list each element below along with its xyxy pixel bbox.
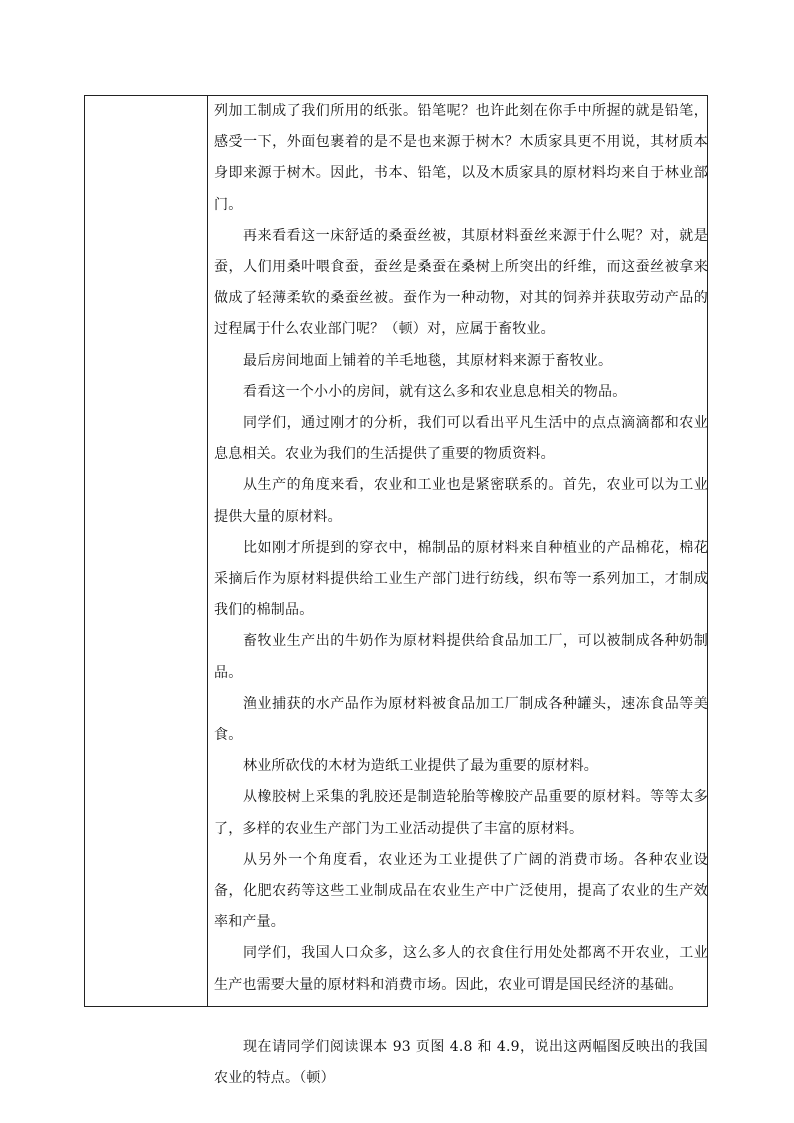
lesson-content-cell: [208, 96, 708, 1094]
paragraph-4: 看看这一个小小的房间，就有这么多和农业息息相关的物品。: [243, 383, 627, 400]
paragraph-13: 同学们，我国人口众多，这么多人的衣食住行用处处都离不开农业，工业生产也需要大量的原材料和消费市场。因此，农业可谓是国民经济的基础。: [214, 945, 708, 993]
lesson-table: [84, 95, 708, 1087]
paragraph-11: 从橡胶树上采集的乳胶还是制造轮胎等橡胶产品重要的原材料。等等太多了，多样的农业生产部门为工业活动提供了丰富的原材料。: [214, 789, 708, 837]
paragraph-12: 从另外一个角度看，农业还为工业提供了广阔的消费市场。各种农业设备，化肥农药等这些工业制成品在农业生产中广泛使用，提高了农业的生产效率和产量。: [214, 851, 708, 931]
paragraph-8: 畜牧业生产出的牛奶作为原材料提供给食品加工厂，可以被制成各种奶制品。: [214, 633, 708, 681]
paragraph-5: 同学们，通过刚才的分析，我们可以看出平凡生活中的点点滴滴都和农业息息相关。农业为我们的生活提供了重要的物质资料。: [214, 415, 708, 463]
paragraph-1: 列加工制成了我们所用的纸张。铅笔呢？也许此刻在你手中所握的就是铅笔，感受一下，外面包裹着的是不是也来源于树木？木质家具更不用说，其材质本身即来源于树木。因此，书本、铅笔，以及木质家具的原材料均来自于林业部门。: [214, 103, 708, 213]
paragraph-3: 最后房间地面上铺着的羊毛地毯，其原材料来源于畜牧业。: [243, 352, 613, 369]
paragraph-9: 渔业捕获的水产品作为原材料被食品加工厂制成各种罐头，速冻食品等美食。: [214, 695, 708, 744]
paragraph-7: 比如刚才所提到的穿衣中，棉制品的原材料来自种植业的产品棉花，棉花采摘后作为原材料提供给工业生产部门进行纺线，织布等一系列加工，才制成我们的棉制品。: [214, 539, 708, 619]
paragraph-2: 再来看看这一床舒适的桑蚕丝被，其原材料蚕丝来源于什么呢？对，就是蚕，人们用桑叶喂食蚕，蚕丝是桑蚕在桑树上所突出的纤维，而这蚕丝被拿来做成了轻薄柔软的桑蚕丝被。蚕作为一种动物，对其的饲养并获取劳动产品的过程属于什么农业部门呢？（顿）对，应属于畜牧业。: [214, 227, 708, 338]
paragraph-6: 从生产的角度来看，农业和工业也是紧密联系的。首先，农业可以为工业提供大量的原材料。: [214, 477, 708, 525]
paragraph-10: 林业所砍伐的木材为造纸工业提供了最为重要的原材料。: [243, 758, 598, 775]
paragraph-14: 现在请同学们阅读课本 93 页图 4.8 和 4.9，说出这两幅图反映出的我国农业的特点。（顿）: [214, 1038, 708, 1087]
